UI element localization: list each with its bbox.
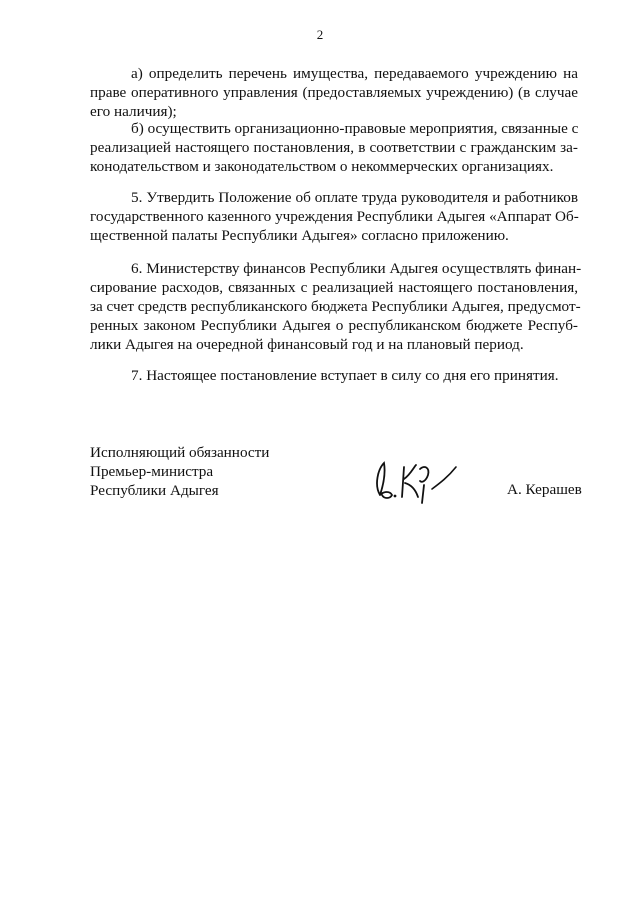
- paragraph-6-line-1: 6. Министерству финансов Республики Адыгея осуществлять финан-: [131, 260, 582, 277]
- signatory-position-line-1: Исполняющий обязанности: [90, 444, 270, 461]
- paragraph-b-line-3: конодательством и законодательством о некоммерческих организациях.: [90, 158, 554, 175]
- paragraph-6-line-3: за счет средств республиканского бюджета Республики Адыгея, предусмот-: [90, 298, 581, 315]
- signatory-position-line-3: Республики Адыгея: [90, 482, 219, 499]
- paragraph-6-line-4: ренных законом Республики Адыгея о республиканском бюджете Респуб-: [90, 317, 578, 334]
- paragraph-a-line-2: праве оперативного управления (предоставляемых учреждению) (в случае: [90, 84, 578, 101]
- signatory-name: А. Керашев: [507, 481, 582, 498]
- paragraph-7-line-1: 7. Настоящее постановление вступает в силу со дня его принятия.: [131, 367, 559, 384]
- paragraph-a-line-3: его наличия);: [90, 103, 177, 120]
- handwritten-signature: [370, 455, 460, 505]
- paragraph-5-line-1: 5. Утвердить Положение об оплате труда руководителя и работников: [131, 189, 578, 206]
- signatory-position: [90, 443, 269, 500]
- paragraph-5-line-3: щественной палаты Республики Адыгея» согласно приложению.: [90, 227, 509, 244]
- paragraph-a-line-1: а) определить перечень имущества, передаваемого учреждению на: [131, 65, 578, 82]
- page-number: 2: [316, 27, 324, 42]
- paragraph-b-line-2: реализацией настоящего постановления, в соответствии с гражданским за-: [90, 139, 578, 156]
- signatory-position-line-2: Премьер-министра: [90, 463, 214, 480]
- paragraph-6-line-2: сирование расходов, связанных с реализацией настоящего постановления,: [90, 279, 578, 296]
- paragraph-5-line-2: государственного казенного учреждения Республики Адыгея «Аппарат Об-: [90, 208, 579, 225]
- paragraph-b-line-1: б) осуществить организационно-правовые мероприятия, связанные с: [131, 120, 579, 137]
- paragraph-6-line-5: лики Адыгея на очередной финансовый год и на плановый период.: [90, 336, 524, 353]
